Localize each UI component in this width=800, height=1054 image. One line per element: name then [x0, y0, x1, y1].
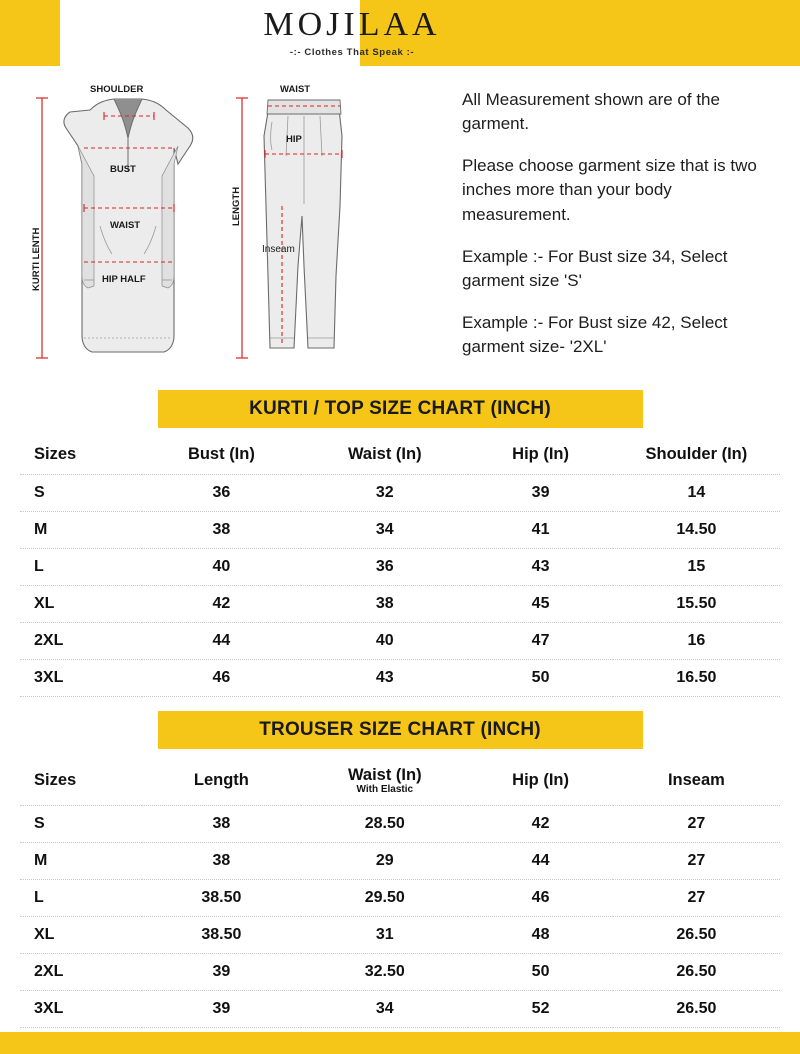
cell-size: S: [20, 475, 142, 512]
brand-lockup: [263, 8, 440, 58]
footer-accent-strip: [0, 1032, 800, 1054]
cell-waist: 34: [301, 991, 468, 1028]
brand-header: [0, 0, 800, 66]
cell-length: 38.50: [142, 880, 302, 917]
cell-size: XL: [20, 586, 142, 623]
note-4: Example :- For Bust size 42, Select garment size- '2XL': [462, 312, 728, 356]
note-3: Example :- For Bust size 34, Select garment size 'S': [462, 246, 728, 290]
col-header-hip: Hip (In): [468, 436, 612, 475]
cell-bust: 42: [142, 586, 302, 623]
cell-waist: 36: [301, 549, 468, 586]
col-header-hip: Hip (In): [468, 757, 612, 806]
cell-size: 2XL: [20, 623, 142, 660]
cell-bust: 38: [142, 512, 302, 549]
table-header-row: [20, 436, 780, 475]
table-row: [20, 475, 780, 512]
col-header-waist-label: Waist (In): [347, 766, 422, 784]
brand-tagline: -:- Clothes That Speak :-: [289, 47, 415, 58]
kurti-chart-title: KURTI / TOP SIZE CHART (INCH): [158, 390, 643, 428]
cell-shoulder: 16.50: [613, 660, 780, 697]
cell-waist: 28.50: [301, 806, 468, 843]
label-trouser-waist: WAIST: [280, 84, 311, 95]
cell-waist: 29.50: [301, 880, 468, 917]
kurti-diagram-icon: [28, 76, 228, 376]
trouser-banner-row: [0, 711, 800, 749]
label-trouser-length: LENGTH: [231, 186, 242, 226]
cell-shoulder: 14: [613, 475, 780, 512]
table-row: [20, 954, 780, 991]
cell-shoulder: 16: [613, 623, 780, 660]
cell-hip: 46: [468, 880, 612, 917]
cell-waist: 32: [301, 475, 468, 512]
table-header-row: [20, 757, 780, 806]
col-header-sizes: Sizes: [20, 757, 142, 806]
trouser-chart-title: TROUSER SIZE CHART (INCH): [158, 711, 643, 749]
cell-length: 39: [142, 954, 302, 991]
cell-inseam: 27: [613, 843, 780, 880]
kurti-size-table: [20, 436, 780, 697]
cell-length: 39: [142, 991, 302, 1028]
table-row: [20, 512, 780, 549]
table-row: [20, 880, 780, 917]
col-header-waist: [301, 757, 468, 806]
cell-hip: 42: [468, 806, 612, 843]
cell-size: 3XL: [20, 660, 142, 697]
cell-inseam: 27: [613, 806, 780, 843]
col-header-waist: Waist (In): [301, 436, 468, 475]
cell-size: XL: [20, 917, 142, 954]
cell-hip: 48: [468, 917, 612, 954]
cell-hip: 45: [468, 586, 612, 623]
cell-hip: 52: [468, 991, 612, 1028]
col-header-sizes: Sizes: [20, 436, 142, 475]
cell-bust: 40: [142, 549, 302, 586]
cell-size: L: [20, 549, 142, 586]
cell-waist: 32.50: [301, 954, 468, 991]
col-header-shoulder: Shoulder (In): [613, 436, 780, 475]
cell-length: 38.50: [142, 917, 302, 954]
cell-waist: 43: [301, 660, 468, 697]
table-row: [20, 843, 780, 880]
cell-length: 38: [142, 843, 302, 880]
cell-waist: 34: [301, 512, 468, 549]
trouser-size-table: [20, 757, 780, 1028]
measurement-notes: [462, 88, 782, 359]
cell-waist: 31: [301, 917, 468, 954]
col-header-bust: Bust (In): [142, 436, 302, 475]
cell-hip: 44: [468, 843, 612, 880]
label-hip-half: HIP HALF: [102, 274, 146, 285]
cell-shoulder: 15.50: [613, 586, 780, 623]
table-row: [20, 586, 780, 623]
cell-size: S: [20, 806, 142, 843]
table-row: [20, 806, 780, 843]
label-kurti-length: KURTI LENTH: [31, 227, 42, 291]
cell-shoulder: 14.50: [613, 512, 780, 549]
kurti-banner-row: [0, 390, 800, 428]
trouser-diagram-icon: [228, 76, 368, 376]
cell-size: M: [20, 512, 142, 549]
cell-bust: 36: [142, 475, 302, 512]
cell-size: 3XL: [20, 991, 142, 1028]
label-inseam: Inseam: [262, 244, 295, 255]
cell-hip: 43: [468, 549, 612, 586]
table-row: [20, 991, 780, 1028]
cell-hip: 47: [468, 623, 612, 660]
cell-length: 38: [142, 806, 302, 843]
cell-size: 2XL: [20, 954, 142, 991]
cell-waist: 38: [301, 586, 468, 623]
cell-size: L: [20, 880, 142, 917]
cell-hip: 50: [468, 954, 612, 991]
cell-hip: 39: [468, 475, 612, 512]
brand-name: MOJILAA: [263, 6, 441, 43]
label-waist: WAIST: [110, 220, 141, 231]
cell-inseam: 26.50: [613, 954, 780, 991]
table-row: [20, 660, 780, 697]
label-shoulder: SHOULDER: [90, 84, 144, 95]
cell-waist: 40: [301, 623, 468, 660]
note-2: Please choose garment size that is two inches more than your body measurement.: [462, 156, 757, 224]
illustration-section: [0, 66, 800, 386]
col-header-inseam: Inseam: [613, 757, 780, 806]
cell-bust: 46: [142, 660, 302, 697]
cell-waist: 29: [301, 843, 468, 880]
cell-size: M: [20, 843, 142, 880]
cell-inseam: 27: [613, 880, 780, 917]
cell-shoulder: 15: [613, 549, 780, 586]
cell-bust: 44: [142, 623, 302, 660]
cell-inseam: 26.50: [613, 917, 780, 954]
label-trouser-hip: HIP: [286, 134, 302, 145]
cell-hip: 50: [468, 660, 612, 697]
table-row: [20, 549, 780, 586]
table-row: [20, 623, 780, 660]
cell-inseam: 26.50: [613, 991, 780, 1028]
label-bust: BUST: [110, 164, 136, 175]
col-header-length: Length: [142, 757, 302, 806]
col-header-waist-sub: With Elastic: [356, 784, 414, 795]
cell-hip: 41: [468, 512, 612, 549]
note-1: All Measurement shown are of the garment.: [462, 90, 720, 134]
table-row: [20, 917, 780, 954]
